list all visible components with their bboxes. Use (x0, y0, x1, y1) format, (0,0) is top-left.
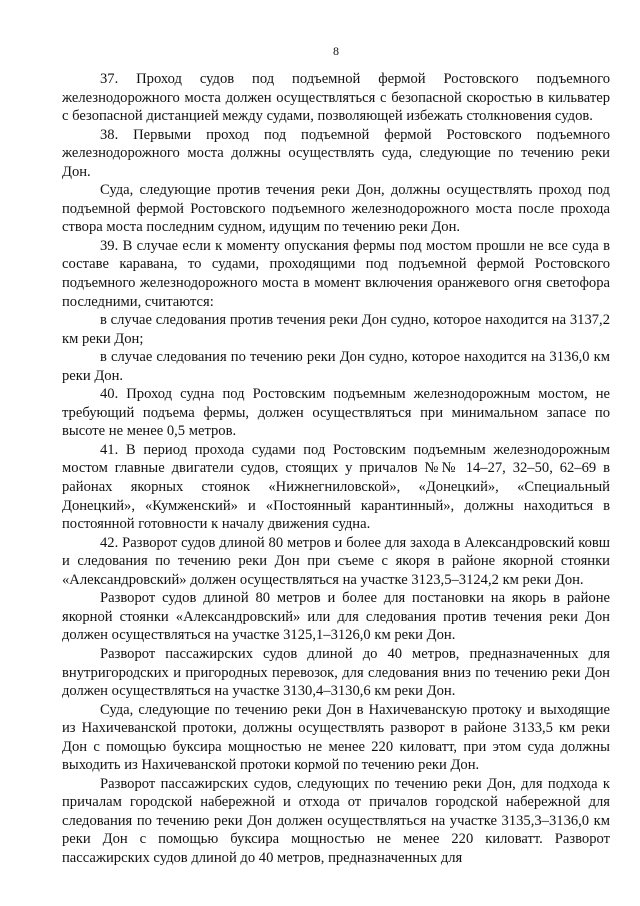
paragraph-39-case-downstream: в случае следования по течению реки Дон судно, которое находится на 3136,0 км реки Дон. (62, 349, 610, 384)
paragraph-41: 41. В период прохода судами под Ростовским подъемным железнодорожным мостом главные двигатели судов, стоящих у причалов №№ 14–27, 32–50, 62–69 в районах якорных стоянок «Нижнегниловской», «Донецкий», «Специальный Донецкий», «Кумженский» и «Постоянный карантинный», должны находиться в постоянной готовности к началу движения судна. (62, 441, 610, 533)
paragraph-42-embankment: Разворот пассажирских судов, следующих по течению реки Дон, для подхода к причалам городской набережной и отхода от причалов городской набережной для следования по течению реки Дон должен осуществляться на участке 3135,3–3136,0 км реки Дон с помощью буксира мощностью не менее 220 киловатт. Разворот пассажирских судов длиной до 40 метров, предназначенных для (62, 775, 610, 866)
paragraph-42: 42. Разворот судов длиной 80 метров и более для захода в Александровский ковш и следования по течению реки Дон при съеме с якоря в районе якорной стоянки «Александровский» должен осуществляться на участке 3123,5–3124,2 км реки Дон. (62, 534, 610, 588)
paragraph-42-passenger: Разворот пассажирских судов длиной до 40 метров, предназначенных для внутригородских и пригородных перевозок, для следования вниз по течению реки Дон должен осуществляться на участке 3130,4–3130,6 км реки Дон. (62, 645, 610, 700)
paragraph-37: 37. Проход судов под подъемной фермой Ростовского подъемного железнодорожного моста должен осуществляться с безопасной скоростью в кильватер с безопасной дистанцией между судами, позволяющей избежать столкновения судов. (62, 71, 610, 125)
paragraph-39-case-upstream: в случае следования против течения реки Дон судно, которое находится на 3137,2 км реки Дон; (62, 312, 610, 347)
paragraph-42-nakhichevan: Суда, следующие по течению реки Дон в Нахичеванскую протоку и выходящие из Нахичеванской протоки, должны осуществлять разворот в районе 3133,5 км реки Дон с помощью буксира мощностью не менее 220 киловатт, при этом суда должны выходить из Нахичеванской протоки кормой по течению реки Дон. (62, 701, 610, 774)
paragraph-39: 39. В случае если к моменту опускания фермы под мостом прошли не все суда в составе каравана, то судами, проходящими под подъемной фермой Ростовского подъемного железнодорожного моста в момент включения оранжевого огня светофора последними, считаются: (62, 237, 610, 310)
paragraph-42-anchoring: Разворот судов длиной 80 метров и более для постановки на якорь в районе якорной стоянки «Александровский» или для следования против течения реки Дон должен осуществляться на участке 3125,1–3126,0 км реки Дон. (62, 590, 610, 644)
document-body (62, 70, 610, 868)
page-number: 8 (333, 44, 339, 58)
paragraph-40: 40. Проход судна под Ростовским подъемным железнодорожным мостом, не требующий подъема фермы, должен осуществляться при минимальном запасе по высоте не менее 0,5 метров. (62, 386, 610, 440)
paragraph-38-continued: Суда, следующие против течения реки Дон, должны осуществлять проход под подъемной фермой Ростовского подъемного железнодорожного моста после прохода створа моста последним судном, идущим по течению реки Дон. (62, 182, 610, 236)
paragraph-38: 38. Первыми проход под подъемной фермой Ростовского подъемного железнодорожного моста должны осуществлять суда, следующие по течению реки Дон. (62, 126, 610, 180)
